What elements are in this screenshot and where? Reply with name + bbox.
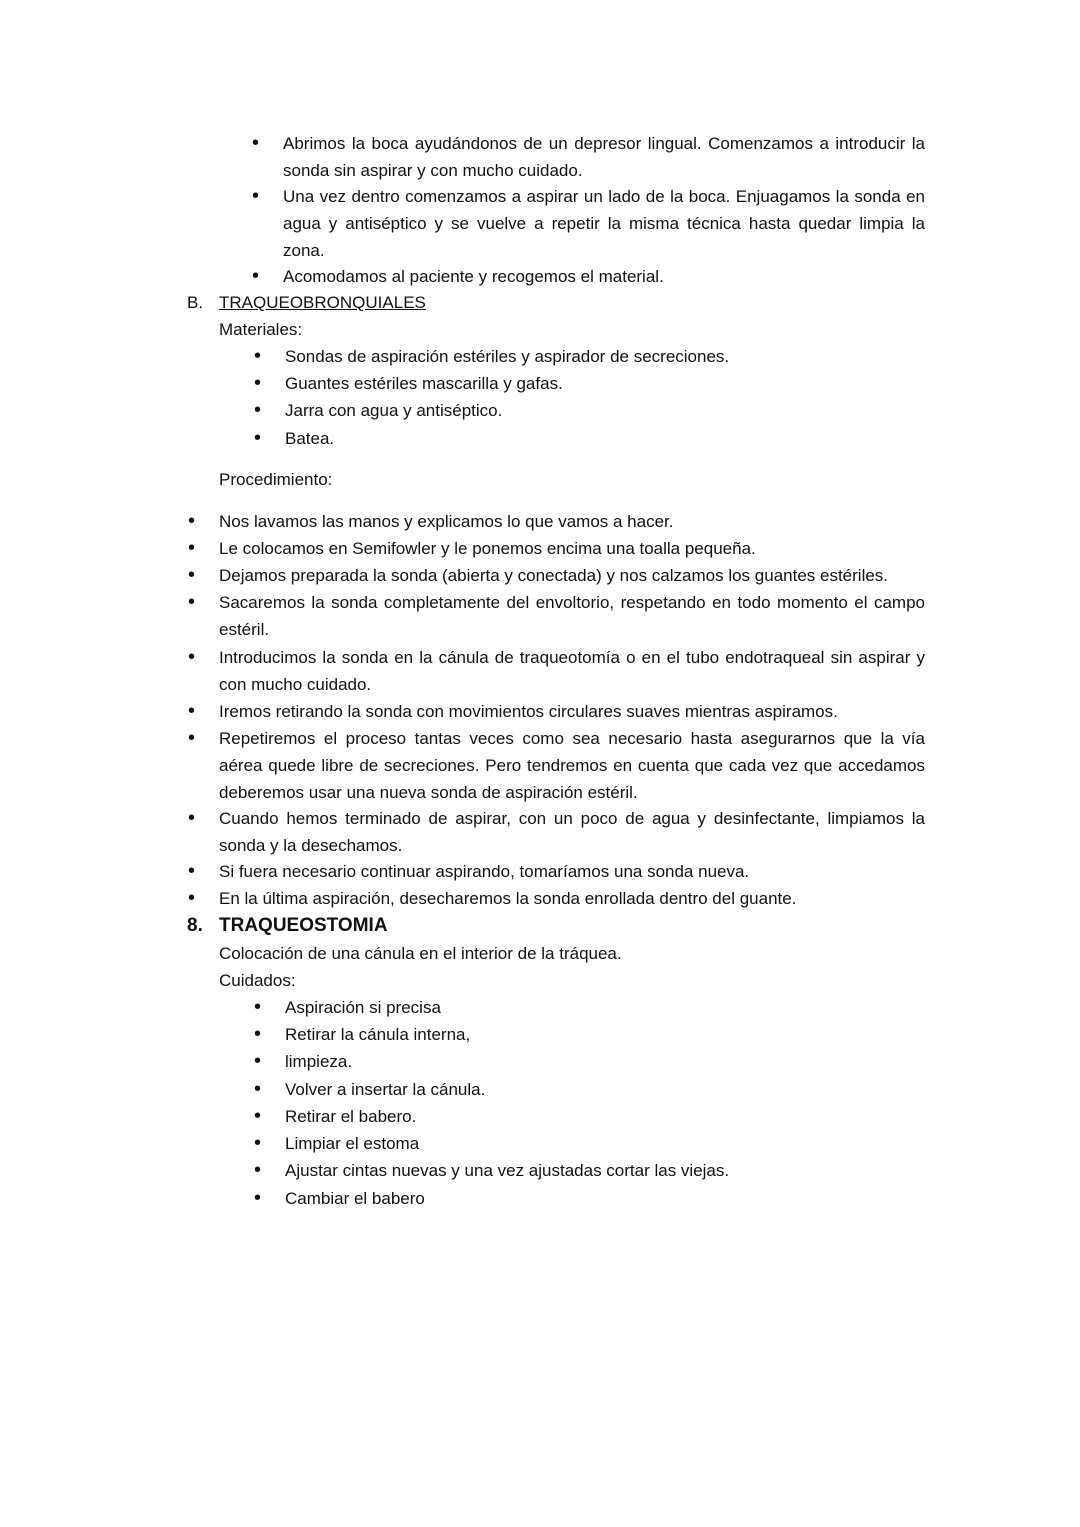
list-item: • Sacaremos la sonda completamente del envoltorio, respetando en todo momento el campo estéril. bbox=[219, 589, 925, 643]
care-label: Cuidados: bbox=[219, 971, 296, 990]
materials-label: Materiales: bbox=[219, 320, 303, 339]
section-title: TRAQUEOBRONQUIALES bbox=[219, 293, 426, 312]
list-item: • Retirar el babero. bbox=[285, 1103, 925, 1130]
section-title: TRAQUEOSTOMIA bbox=[219, 915, 388, 936]
list-item: • Volver a insertar la cánula. bbox=[285, 1076, 925, 1103]
section-number: B. bbox=[187, 293, 204, 312]
list-item: • Jarra con agua y antiséptico. bbox=[285, 397, 925, 424]
list-item: • Iremos retirando la sonda con movimientos circulares suaves mientras aspiramos. bbox=[219, 698, 925, 725]
list-item: • Aspiración si precisa bbox=[285, 994, 925, 1021]
list-item: • Introducimos la sonda en la cánula de traqueotomía o en el tubo endotraqueal sin aspirar y con mucho cuidado. bbox=[219, 644, 925, 698]
list-item: • Batea. bbox=[285, 425, 925, 452]
list-item: • Una vez dentro comenzamos a aspirar un lado de la boca. Enjuagamos la sonda en agua y antiséptico y se vuelve a repetir la misma técnica hasta quedar limpia la zona. bbox=[283, 183, 925, 264]
section-description: Colocación de una cánula en el interior de la tráquea. bbox=[219, 944, 622, 963]
list-item: • Repetiremos el proceso tantas veces como sea necesario hasta asegurarnos que la vía aérea quede libre de secreciones. Pero tendremos en cuenta que cada vez que accedamos deberemos usar una nueva sonda de aspiración estéril. bbox=[219, 725, 925, 806]
section-number: 8. bbox=[187, 915, 203, 936]
list-item: • Dejamos preparada la sonda (abierta y conectada) y nos calzamos los guantes estériles. bbox=[219, 562, 925, 589]
list-item: • Limpiar el estoma bbox=[285, 1130, 925, 1157]
list-item: • Acomodamos al paciente y recogemos el material. bbox=[283, 263, 925, 290]
list-item: • Ajustar cintas nuevas y una vez ajustadas cortar las viejas. bbox=[285, 1157, 925, 1184]
list-item: • Abrimos la boca ayudándonos de un depresor lingual. Comenzamos a introducir la sonda sin aspirar y con mucho cuidado. bbox=[283, 130, 925, 184]
list-item: • Nos lavamos las manos y explicamos lo que vamos a hacer. bbox=[219, 508, 925, 535]
list-item: • Cambiar el babero bbox=[285, 1185, 925, 1212]
list-item: • Cuando hemos terminado de aspirar, con un poco de agua y desinfectante, limpiamos la sonda y la desechamos. bbox=[219, 805, 925, 859]
list-item: • Guantes estériles mascarilla y gafas. bbox=[285, 370, 925, 397]
list-item: • Le colocamos en Semifowler y le ponemos encima una toalla pequeña. bbox=[219, 535, 925, 562]
list-item: • Retirar la cánula interna, bbox=[285, 1021, 925, 1048]
list-item: • En la última aspiración, desecharemos la sonda enrollada dentro del guante. bbox=[219, 885, 925, 912]
list-item: • Si fuera necesario continuar aspirando, tomaríamos una sonda nueva. bbox=[219, 858, 925, 885]
procedure-label: Procedimiento: bbox=[219, 470, 333, 489]
list-item: • limpieza. bbox=[285, 1048, 925, 1075]
list-item: • Sondas de aspiración estériles y aspirador de secreciones. bbox=[285, 343, 925, 370]
